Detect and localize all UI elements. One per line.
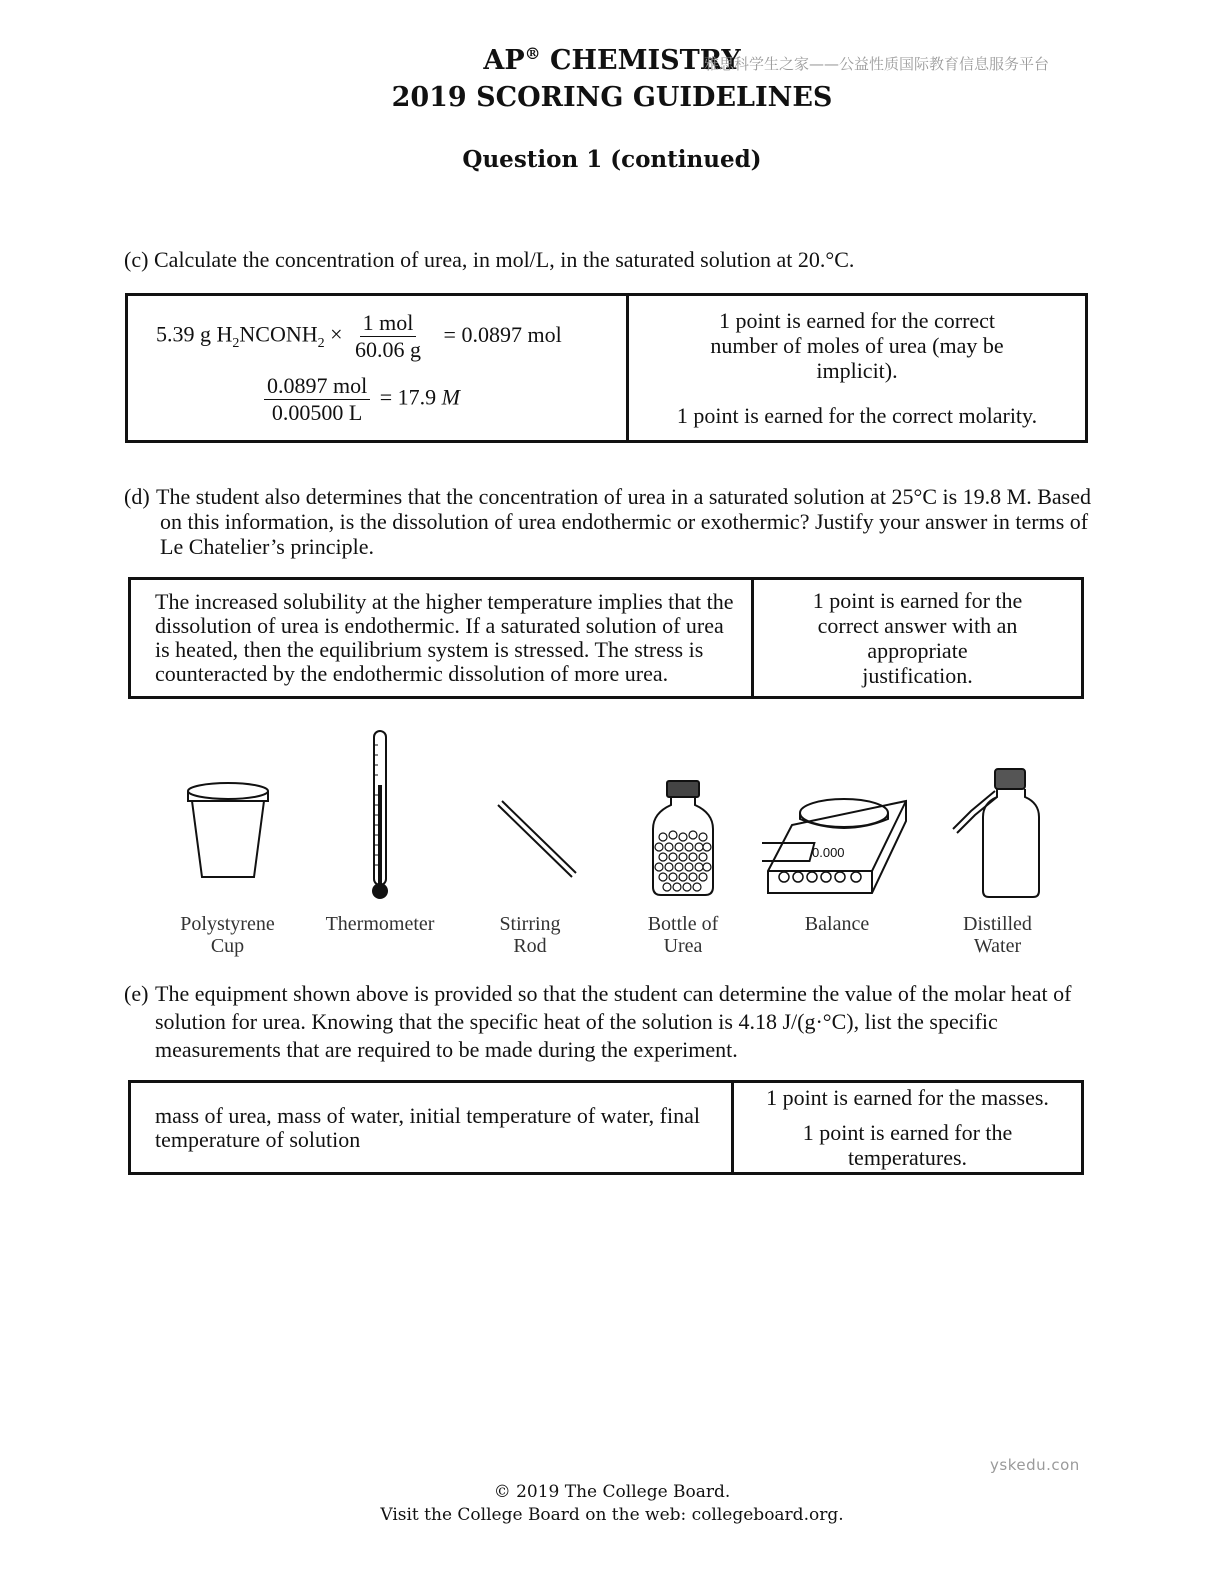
part-c-point-2: 1 point is earned for the correct molarity. xyxy=(676,403,1038,428)
wash-bottle-icon xyxy=(943,725,1053,905)
urea-bottle-icon xyxy=(643,725,723,905)
guidelines-title: 2019 SCORING GUIDELINES xyxy=(391,82,833,113)
part-d-point: 1 point is earned for the correct answer with an appropriate justification. xyxy=(812,588,1023,688)
equipment-polystyrene-cup: Polystyrene Cup xyxy=(150,725,305,957)
calc2-denominator: 0.00500 L xyxy=(271,400,363,425)
equipment-distilled-water: Distilled Water xyxy=(930,725,1065,957)
part-d-prompt: (d) The student also determines that the concentration of urea in a saturated solution at 25°C is 19.8 M. Based on this information, is the dissolution of urea endothermic or exothermic? Justify your answer in terms of Le Chatelier’s principle. xyxy=(124,484,1092,559)
watermark-bottom: yskedu.con xyxy=(990,1456,1080,1474)
part-e-point-1: 1 point is earned for the masses. xyxy=(766,1085,1049,1110)
stirring-rod-icon xyxy=(480,725,580,905)
footer-copyright: © 2019 The College Board. xyxy=(493,1482,731,1502)
part-c-point-1: 1 point is earned for the correct number of moles of urea (may be implicit). xyxy=(710,308,1004,383)
thermometer-icon xyxy=(360,725,400,905)
part-c-prompt: (c) Calculate the concentration of urea, in mol/L, in the saturated solution at 20.°C. xyxy=(124,247,855,272)
part-d-answer-table xyxy=(128,577,1084,699)
equipment-balance: 0.000 Balance xyxy=(762,725,912,935)
equipment-thermometer: Thermometer xyxy=(310,725,450,935)
watermark-top: 雅思科学生之家——公益性质国际教育信息服务平台 xyxy=(704,55,1050,73)
part-c-calculation: 5.39 g $H_2NCONH_2$ × $\frac{\text{1 mol}}{60.06 g}$ = 0.0897 mol $\frac{\text{0.0897 mol}}{0.00500 L}$ = 17.9 M xyxy=(127,295,628,442)
calc1-numerator: 1 mol xyxy=(360,310,417,337)
equipment-figure xyxy=(150,725,1080,965)
part-c-answer-table xyxy=(125,293,1088,443)
part-d-points xyxy=(753,579,1083,698)
equipment-bottle-of-urea: Bottle of Urea xyxy=(620,725,746,957)
part-c-points xyxy=(628,295,1087,442)
equipment-stirring-rod: Stirring Rod xyxy=(470,725,590,957)
part-e-point-2: 1 point is earned for the temperatures. xyxy=(802,1120,1013,1170)
part-e-answer-table xyxy=(128,1080,1084,1175)
balance-icon xyxy=(762,725,912,905)
part-e-points xyxy=(733,1082,1083,1174)
calc2-numerator: 0.0897 mol xyxy=(264,373,370,400)
calc1-result: = 0.0897 mol xyxy=(443,321,562,347)
part-e-answer: mass of urea, mass of water, initial temperature of water, final temperature of solution xyxy=(130,1082,733,1174)
part-e-prompt: (e) The equipment shown above is provided so that the student can determine the value of the molar heat of solution for urea. Knowing that the specific heat of the solution is 4.18 J/(g·°C), list the specific measurements that are required to be made during the experiment. xyxy=(124,981,1072,1062)
question-title: Question 1 (continued) xyxy=(462,146,762,173)
cup-icon xyxy=(178,725,278,905)
balance-readout: 0.000 xyxy=(812,845,845,860)
footer-visit-link: Visit the College Board on the web: collegeboard.org. xyxy=(380,1505,844,1525)
calc1-denominator: 60.06 g xyxy=(355,337,422,362)
calc2-result: = 17.9 xyxy=(379,384,437,410)
course-title: AP® CHEMISTRY xyxy=(483,44,741,76)
part-d-answer: The increased solubility at the higher temperature implies that the dissolution of urea is endothermic. If a saturated solution of urea is heated, then the equilibrium system is stressed. The stress is counteracted by the endothermic dissolution of more urea. xyxy=(130,579,753,698)
